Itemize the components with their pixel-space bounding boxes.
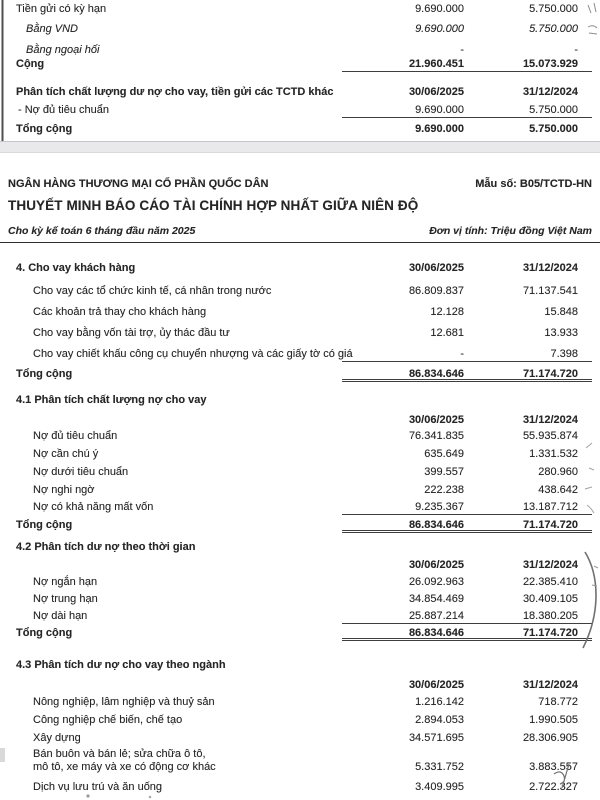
table-row	[0, 325, 600, 341]
total-row	[0, 517, 600, 533]
value-current-period: 21.960.451	[342, 56, 472, 72]
value-current-period: 12.681	[430, 327, 464, 339]
table-row	[0, 499, 600, 515]
value-prior-period: 15.848	[544, 306, 578, 318]
col-header-current: 30/06/2025	[408, 559, 464, 571]
value-prior-period: 71.174.720	[472, 517, 592, 533]
table-row	[0, 428, 600, 444]
value-current-period: 34.854.469	[408, 593, 464, 605]
table-row	[0, 608, 600, 624]
row-label: Nợ dài hạn	[33, 610, 88, 622]
table-row	[0, 779, 600, 795]
accounting-period: Cho kỳ kế toán 6 tháng đầu năm 2025	[8, 225, 196, 237]
form-number: Mẫu số: B05/TCTD-HN	[475, 178, 592, 190]
row-label: - Nợ đủ tiêu chuẩn	[18, 104, 109, 116]
value-current-period: 9.690.000	[415, 23, 464, 35]
table-row	[0, 446, 600, 462]
value-current-period: 86.834.646	[342, 366, 472, 382]
row-label: Các khoản trả thay cho khách hàng	[33, 306, 207, 318]
col-header-prior: 31/12/2024	[522, 86, 578, 98]
row-label: Dịch vụ lưu trú và ăn uống	[33, 781, 163, 793]
row-label: Xây dựng	[33, 732, 81, 744]
row-label: Công nghiệp chế biến, chế tạo	[33, 714, 183, 726]
table-row	[0, 482, 600, 498]
value-prior-period: 71.174.720	[472, 625, 592, 641]
row-label: Tiền gửi có kỳ hạn	[16, 3, 107, 15]
currency-unit: Đơn vị tính: Triệu đồng Việt Nam	[429, 225, 592, 237]
table-row	[0, 304, 600, 320]
column-header-row	[0, 412, 600, 428]
subtotal-row	[0, 56, 600, 72]
row-label: Tổng cộng	[16, 519, 73, 531]
value-prior-period: 5.750.000	[529, 123, 578, 135]
col-header-current: 30/06/2025	[408, 86, 464, 98]
row-label: Bằng ngoại hối	[26, 44, 100, 56]
row-label: Nợ nghi ngờ	[33, 484, 95, 496]
value-prior-period: 438.642	[538, 484, 578, 496]
table-row	[0, 746, 600, 774]
row-label: Cho vay các tổ chức kinh tế, cá nhân trong nước	[33, 285, 272, 297]
value-current-period: 34.571.695	[408, 732, 464, 744]
section-heading: 4. Cho vay khách hàng	[16, 262, 136, 274]
table-row	[0, 21, 600, 37]
col-header-prior: 31/12/2024	[522, 679, 578, 691]
col-header-prior: 31/12/2024	[522, 262, 578, 274]
value-prior-period: 13.187.712	[472, 499, 592, 515]
table-row	[0, 574, 600, 590]
value-prior-period: 718.772	[538, 696, 578, 708]
smudge	[149, 796, 152, 799]
value-prior-period: 2.722.327	[529, 781, 578, 793]
table-row	[0, 464, 600, 480]
row-label: Cho vay chiết khấu công cụ chuyển nhượng và các giấy tờ có giá	[33, 348, 353, 360]
row-label: Nợ có khả năng mất vốn	[33, 501, 154, 513]
value-current-period: 1.216.142	[415, 696, 464, 708]
row-label: Nợ ngắn hạn	[33, 576, 98, 588]
row-label: Bằng VND	[26, 23, 78, 35]
col-header-current: 30/06/2025	[408, 414, 464, 426]
section-heading-row	[0, 84, 600, 100]
report-header	[8, 178, 592, 190]
value-prior-period: -	[574, 44, 578, 56]
page-separator	[0, 141, 600, 153]
value-prior-period: 15.073.929	[472, 56, 592, 72]
row-label: Bán buôn và bán lẻ; sửa chữa ô tô, mô tô, xe máy và xe có động cơ khác	[33, 748, 216, 773]
report-title: THUYẾT MINH BÁO CÁO TÀI CHÍNH HỢP NHẤT GIỮA NIÊN ĐỘ	[8, 198, 419, 213]
row-label: Cộng	[16, 58, 45, 70]
value-current-period: 2.894.053	[415, 714, 464, 726]
value-current-period: 25.887.214	[342, 608, 472, 624]
table-row	[0, 730, 600, 746]
col-header-prior: 31/12/2024	[522, 559, 578, 571]
value-current-period: 399.557	[424, 466, 464, 478]
table-row	[0, 102, 600, 118]
table-row	[0, 694, 600, 710]
table-row	[0, 283, 600, 299]
row-label: Nợ cần chú ý	[33, 448, 99, 460]
value-current-period: 86.809.837	[408, 285, 464, 297]
value-current-period: 222.238	[424, 484, 464, 496]
value-current-period: 3.409.995	[415, 781, 464, 793]
total-row	[0, 625, 600, 641]
col-header-current: 30/06/2025	[408, 262, 464, 274]
row-label: Tổng cộng	[16, 368, 73, 380]
row-label: Nợ dưới tiêu chuẩn	[33, 466, 129, 478]
value-prior-period: 280.960	[538, 466, 578, 478]
value-prior-period: 28.306.905	[522, 732, 578, 744]
column-header-row	[0, 677, 600, 693]
total-row	[0, 366, 600, 382]
table-row	[0, 712, 600, 728]
value-prior-period: 22.385.410	[522, 576, 578, 588]
value-prior-period: 3.883.557	[529, 761, 578, 773]
value-prior-period: 1.331.532	[529, 448, 578, 460]
value-current-period: 76.341.835	[408, 430, 464, 442]
col-header-current: 30/06/2025	[408, 679, 464, 691]
value-current-period: 9.690.000	[415, 3, 464, 15]
value-current-period: 12.128	[430, 306, 464, 318]
value-prior-period: 18.380.205	[472, 608, 592, 624]
value-prior-period: 71.174.720	[472, 366, 592, 382]
row-label: Cho vay bằng vốn tài trợ, ủy thác đầu tư	[33, 327, 230, 339]
value-prior-period: 7.398	[472, 346, 592, 362]
row-label: Nợ trung hạn	[33, 593, 98, 605]
value-prior-period: 1.990.505	[529, 714, 578, 726]
total-row	[0, 121, 600, 137]
section-heading: Phân tích chất lượng dư nợ cho vay, tiền gửi các TCTD khác	[16, 86, 334, 98]
value-current-period: 86.834.646	[342, 517, 472, 533]
value-prior-period: 5.750.000	[472, 102, 592, 118]
table-row	[0, 591, 600, 607]
section-4-1-heading: 4.1 Phân tích chất lượng nợ cho vay	[16, 394, 207, 406]
value-prior-period: 55.935.874	[522, 430, 578, 442]
value-prior-period: 13.933	[544, 327, 578, 339]
row-label: Nợ đủ tiêu chuẩn	[33, 430, 118, 442]
value-prior-period: 30.409.105	[522, 593, 578, 605]
value-current-period: 26.092.963	[408, 576, 464, 588]
table-row	[0, 346, 600, 362]
column-header-row	[0, 557, 600, 573]
row-label: Tổng cộng	[16, 123, 73, 135]
row-label: Nông nghiệp, lâm nghiệp và thuỷ sản	[33, 696, 215, 708]
section-4-3-heading: 4.3 Phân tích dư nợ cho vay theo ngành	[16, 659, 226, 671]
section-4-heading-row	[0, 260, 600, 276]
value-current-period: 9.690.000	[415, 123, 464, 135]
value-prior-period: 5.750.000	[529, 23, 578, 35]
value-current-period: 9.690.000	[342, 102, 472, 118]
row-label: Tổng cộng	[16, 627, 73, 639]
value-current-period: 9.235.367	[342, 499, 472, 515]
value-prior-period: 5.750.000	[529, 3, 578, 15]
value-current-period: -	[342, 346, 472, 362]
section-4-2-heading: 4.2 Phân tích dư nợ theo thời gian	[16, 541, 196, 553]
table-row	[0, 1, 600, 17]
value-prior-period: 71.137.541	[522, 285, 578, 297]
value-current-period: 5.331.752	[415, 761, 464, 773]
report-subheader	[0, 224, 600, 243]
value-current-period: -	[460, 44, 464, 56]
value-current-period: 635.649	[424, 448, 464, 460]
value-current-period: 86.834.646	[342, 625, 472, 641]
col-header-prior: 31/12/2024	[522, 414, 578, 426]
bank-name: NGÂN HÀNG THƯƠNG MẠI CỔ PHẦN QUỐC DÂN	[8, 178, 269, 190]
